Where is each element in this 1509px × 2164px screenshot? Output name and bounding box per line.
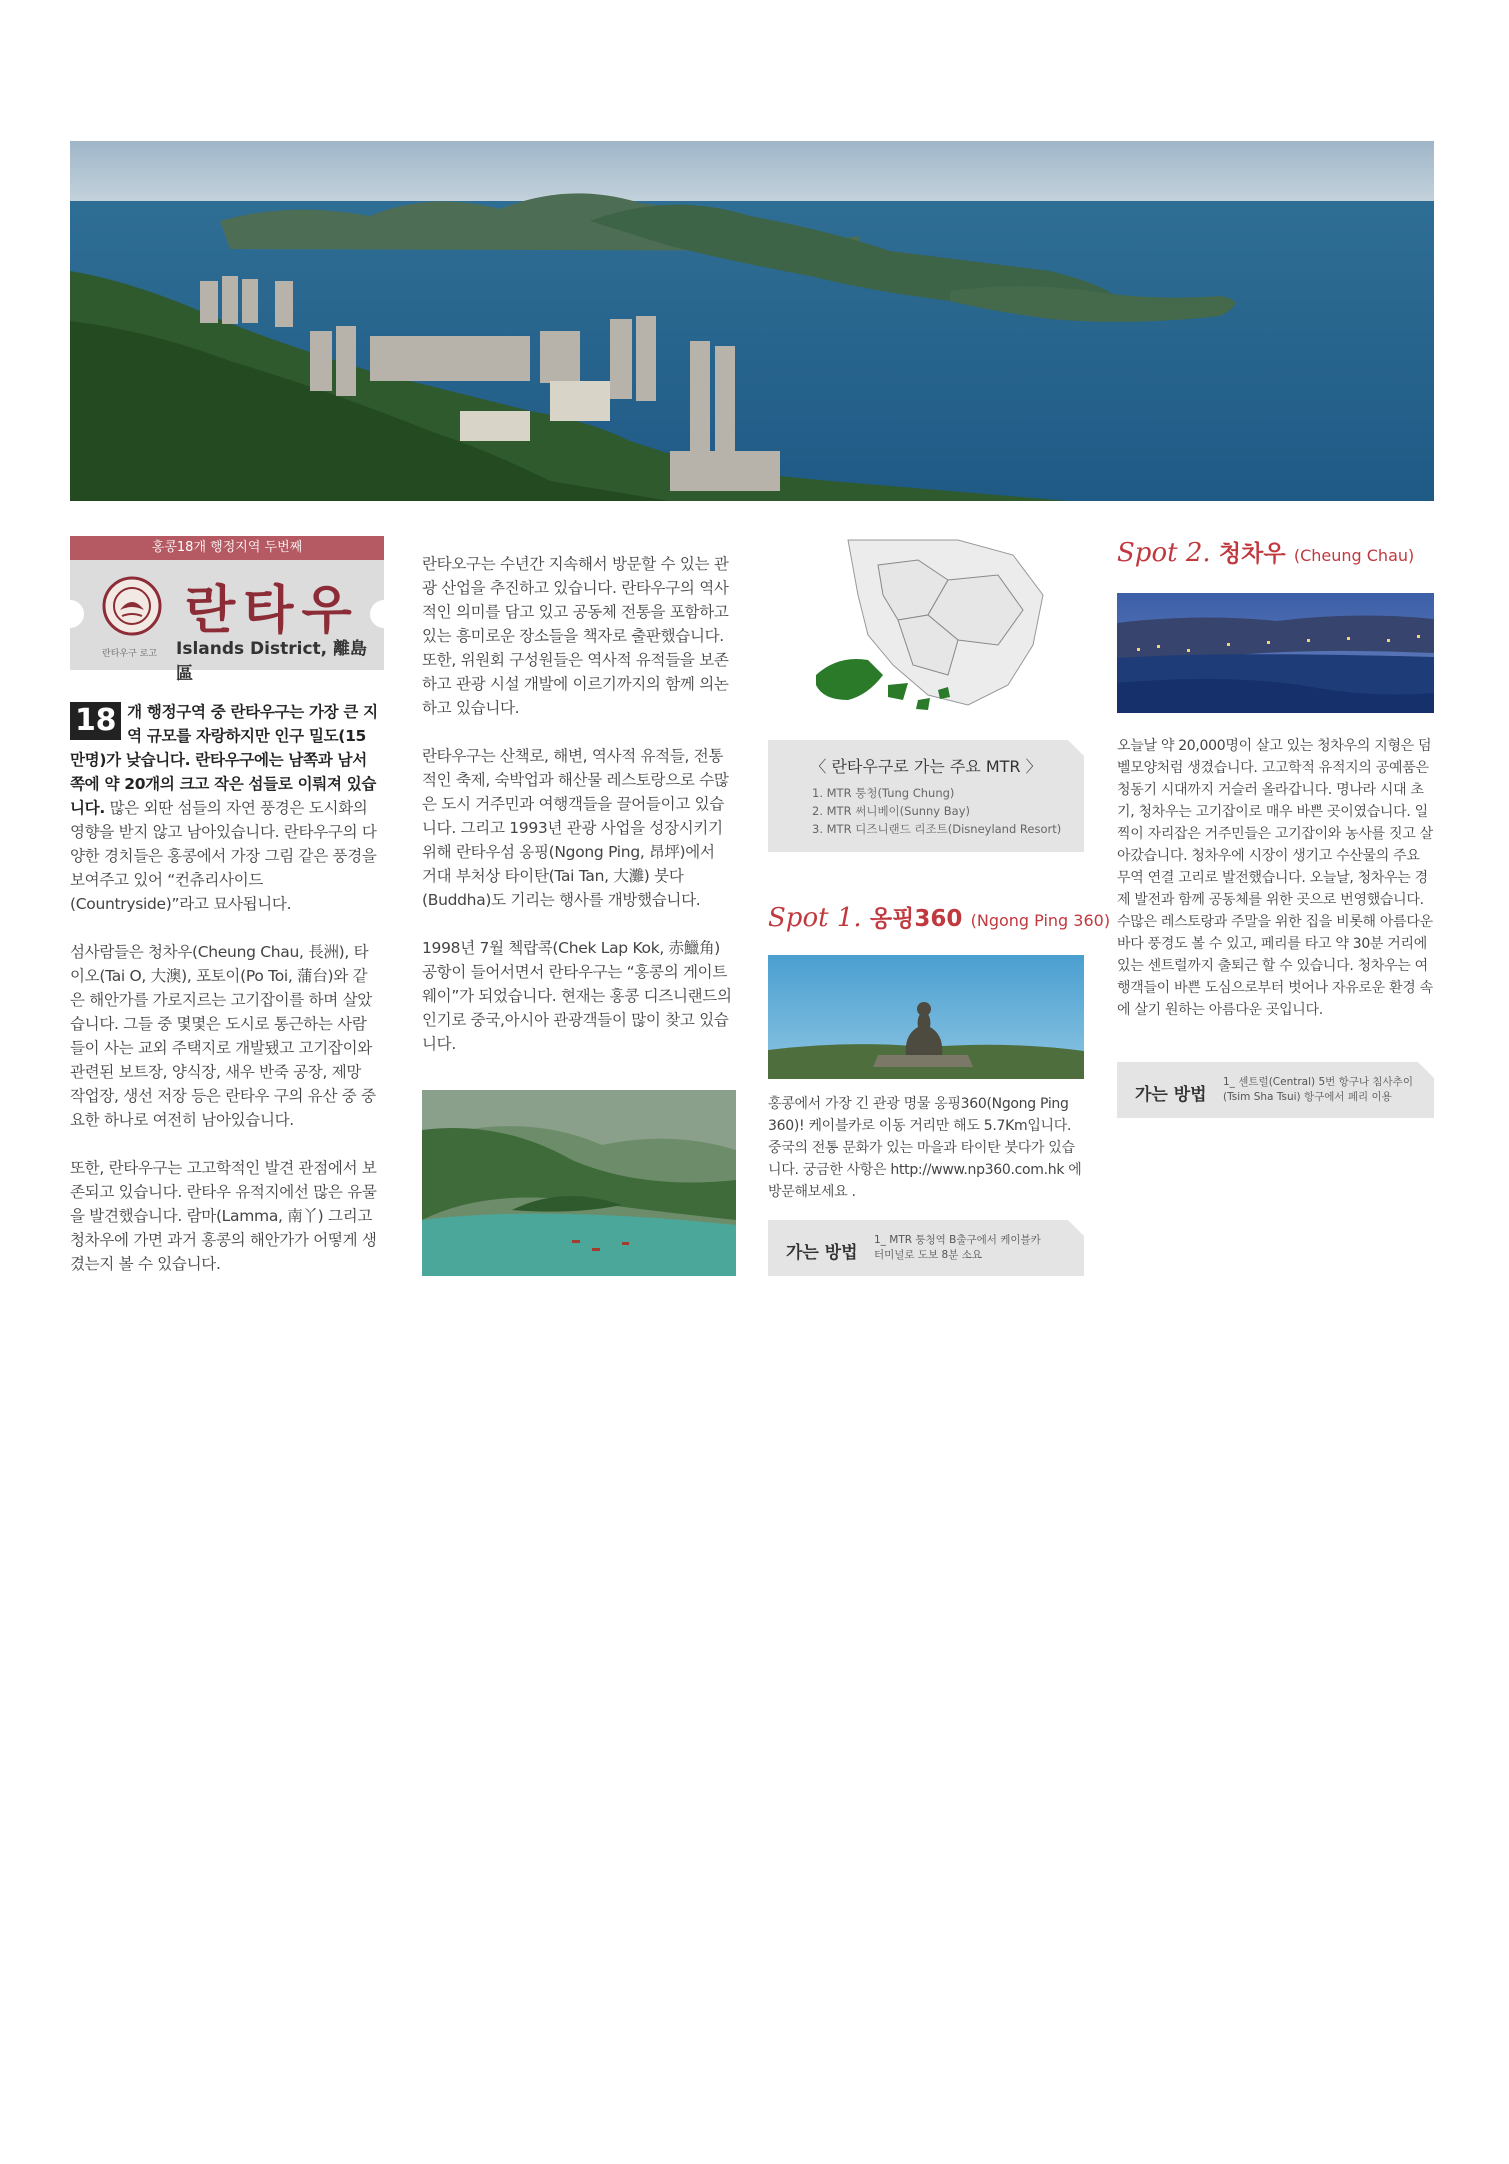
spot1-howto-box [768,1220,1084,1276]
paragraph: 란타오구는 수년간 지속해서 방문할 수 있는 관광 산업을 추진하고 있습니다. 란타우구의 역사적인 의미를 담고 있고 공동체 전통을 포함하고 있는 흥미로운 장소들을 책자로 출판했습니다. 또한, 위원회 구성원들은 역사적 유적들을 보존하고 관광 시설 개발에 이르기까지의 함께 의논하고 있습니다. [422,555,729,717]
mtr-info-box [768,740,1084,852]
mtr-title: 〈 란타우구로 가는 주요 MTR 〉 [810,757,1042,776]
howto-line: 1_ 센트럴(Central) 5번 항구나 침사추이 [1223,1076,1413,1088]
spot1-text-block [768,1093,1084,1227]
buddha-photo [768,955,1084,1079]
list-item: 1. MTR 퉁청(Tung Chung) [812,786,955,800]
harbor-photo [422,1090,736,1276]
spot2-text-block [1117,735,1434,1045]
spot1-title [768,900,1110,933]
ticket-notch-right [370,600,398,628]
spot2-title [1117,535,1414,568]
hong-kong-district-map [808,535,1048,720]
paragraph: 또한, 란타우구는 고고학적인 발견 관점에서 보존되고 있습니다. 란타우 유적지에선 많은 유물을 발견했습니다. 람마(Lamma, 南丫) 그리고 청차우에 가면 과거 홍콩의 해안가가 어떻게 생겼는지 볼 수 있습니다. [70,1159,377,1273]
howto-line: 1_ MTR 퉁청역 B출구에서 케이블카 [874,1234,1041,1246]
spot2-text: 오늘날 약 20,000명이 살고 있는 청차우의 지형은 덤벨모양처럼 생겼습니다. 고고학적 유적지의 공예품은 청동기 시대까지 거슬러 올라갑니다. 명나라 시대 초기, 청차우는 고기잡이로 매우 바쁜 곳이였습니다. 일찍이 자리잡은 거주민들은 고기잡이와 농사를 짓고 살아갔습니다. 청차우에 시장이 생기고 수산물의 주요 무역 연결 고리로 발전했습니다. 오늘날, 청차우는 경제 발전과 함께 공동체를 위한 곳으로 번영했습니다. 수많은 레스토랑과 주말을 위한 집을 비롯해 아름다운 바다 풍경도 볼 수 있고, 페리를 타고 약 30분 거리에 있는 센트럴까지 출퇴근 할 수 있습니다. 청차우는 여행객들이 바쁜 도심으로부터 벗어나 자유로운 환경 속에 살기 원하는 아름다운 곳입니다. [1117,738,1433,1018]
folded-corner [1068,1220,1084,1236]
paragraph: 섬사람들은 청차우(Cheung Chau, 長洲), 타이오(Tai O, 大澳), 포토이(Po Toi, 蒲台)와 같은 해안가를 가로지르는 고기잡이를 하며 살았습니다. 그들 중 몇몇은 도시로 통근하는 사람들이 사는 교외 주택지로 개발됐고 고기잡이와 관련된 보트장, 양식장, 새우 반죽 공장, 제망 작업장, 생선 저장 등은 란타우 구의 유산 중 중요한 하나로 여전히 남아있습니다. [70,943,376,1129]
district-header [70,536,384,684]
howto-text [874,1233,1041,1263]
ticket-notch-left [56,600,84,628]
spot1-text: 홍콩에서 가장 긴 관광 명물 옹핑360(Ngong Ping 360)! 케이블카로 이동 거리만 해도 5.7Km입니다. 중국의 전통 문화가 있는 마을과 타이탄 붓다가 있습니다. 궁금한 사항은 http://www.np360.com.hk 에 방문해보세요 . [768,1096,1082,1200]
lead-bold-text: 개 행정구역 중 란타우구는 가장 큰 지역 규모를 자랑하지만 인구 밀도(15만명)가 낮습니다. 란타우구에는 남쪽과 남서쪽에 약 20개의 크고 작은 섬들로 이뤄져 있습니다. [70,703,378,817]
district-name: 란타우 [185,580,360,641]
spot2-name-en: (Cheung Chau) [1293,546,1415,565]
howto-line: (Tsim Sha Tsui) 항구에서 페리 이용 [1223,1091,1392,1103]
cheung-chau-photo [1117,593,1434,713]
list-item: 3. MTR 디즈니랜드 리조트(Disneyland Resort) [812,822,1062,836]
paragraph: 란타우구는 산책로, 해변, 역사적 유적들, 전통적인 축제, 숙박업과 해산물 레스토랑으로 수많은 도시 거주민과 여행객들을 끌어들이고 있습니다. 그리고 1993년 관광 사업을 성장시키기위해 란타우섬 옹핑(Ngong Ping, 昂坪)에서 거대 부처상 타이탄(Tai Tan, 大灘) 붓다(Buddha)도 기리는 행사를 개방했습니다. [422,747,729,909]
hero-island-photo [70,141,1434,501]
lead-number: 18 [70,702,121,740]
spot1-name: 옹핑360 [869,906,963,932]
district-emblem-icon [102,576,162,636]
list-item: 2. MTR 써니베이(Sunny Bay) [812,804,970,818]
spot1-script: Spot 1. [768,903,862,933]
lead-paragraph [70,700,380,916]
spot1-name-en: (Ngong Ping 360) [970,911,1111,930]
district-name-en: Islands District, 離島區 [176,639,368,684]
spot2-howto-box [1117,1062,1434,1118]
lead-rest-text: 많은 외딴 섬들의 자연 풍경은 도시화의 영향을 받지 않고 남아있습니다. 란타우구의 다양한 경치들은 홍콩에서 가장 그림 같은 풍경을 보여주고 있어 “컨츄리사이드(Countryside)”라고 묘사됩니다. [70,799,377,913]
howto-label: 가는 방법 [786,1243,858,1263]
howto-line: 터미널로 도보 8분 소요 [874,1249,982,1261]
paragraph: 1998년 7월 첵랍콕(Chek Lap Kok, 赤鱲角) 공항이 들어서면서 란타우구는 “홍콩의 게이트웨이”가 되었습니다. 현재는 홍콩 디즈니랜드의 인기로 중국,아시아 관광객들이 많이 찾고 있습니다. [422,939,732,1053]
folded-corner [1418,1062,1434,1078]
spot2-script: Spot 2. [1117,538,1211,568]
spot2-name: 청차우 [1218,541,1286,567]
mtr-list [812,784,1061,838]
column-1 [70,700,380,1300]
howto-label: 가는 방법 [1135,1085,1207,1105]
logo-label: 란타우구 로고 [102,649,158,659]
district-banner: 홍콩18개 행정지역 두번째 [70,536,384,560]
howto-text [1223,1075,1413,1105]
column-2 [422,552,732,1080]
